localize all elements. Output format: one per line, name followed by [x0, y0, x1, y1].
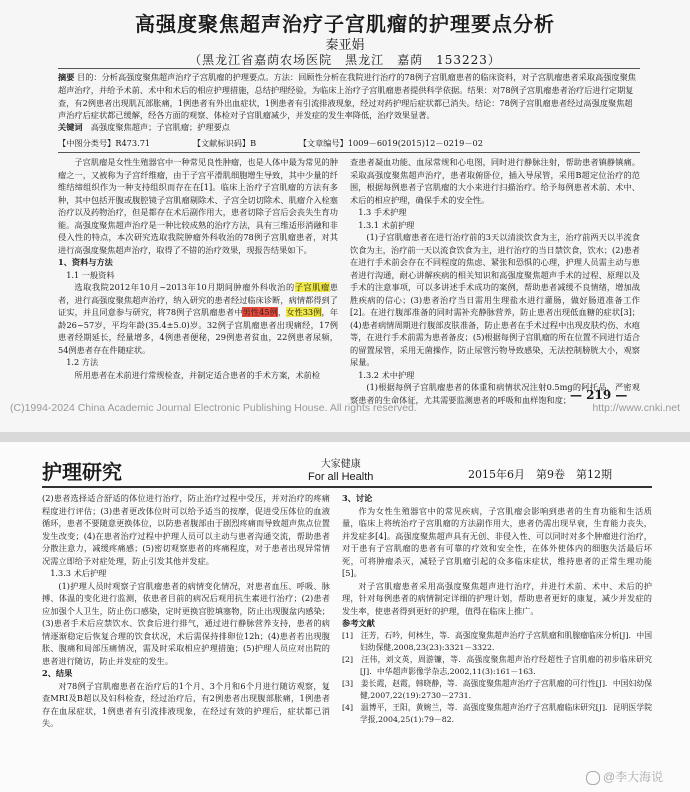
reference-item: [1] 汪芳，石吟，何林生，等．高强度聚焦超声治疗子宫肌瘤和肌腺瘤临床分析[J]．中国妇幼保健,2008,23(23):3321－3322.	[342, 630, 652, 652]
copyright-footer	[10, 402, 680, 414]
references-heading: 参考文献	[342, 618, 375, 628]
intro-paragraph: 子宫肌瘤是女性生殖器官中一种常见良性肿瘤，也是人体中最为常见的肿瘤之一，又被称为子宫纤维瘤，由于子宫平滑肌细胞增生导致，其中少量的纤维结缔组织作为一种支持组织而存在在[1]。临床上治疗子宫肌瘤的方法有多种，其中包括开腹或腹腔镜子宫肌瘤剔除术、子宫全切切除术、肌瘤介入栓塞治疗以及药物治疗，但是都存在术后副作用大，患者切除子宫后会丧失生育功能。高强度聚焦超声治疗是一种比较成熟的治疗方法，具有三维适形消融和非侵入性的特点，本次研究选取我院肿瘤外科收治的78例子宫肌瘤患者，对其进行高强度聚焦超声治疗，取得了不错的治疗效果，现报告结果如下。	[58, 157, 338, 255]
classification-line	[58, 138, 640, 149]
continued-paragraph: (2)患者选择适合舒适的体位进行治疗，防止治疗过程中受压，并对治疗的疼痛程度进行评估；(3)患者更改体位时可以给予适当的按摩，促进受压体位的血液循环，患者不要随意更换体位，以防患者腹部由于剧烈疼痛而导致超声焦点位置发生改变；(4)在患者治疗过程中护理人员可以主动与患者沟通交流，帮助患者分散注意力，减缓疼痛感；(5)密切观察患者的疼痛程度，对于患者出现异常情况需立即给予对症处理，防止引发其他并发症。	[42, 493, 330, 566]
highlight-female-count: 女性33例	[286, 307, 322, 317]
journal-header-rule	[42, 486, 652, 488]
subsection-heading: 1.3.3 术后护理	[50, 568, 107, 578]
highlight-uterine-fibroid: 子宫肌瘤	[294, 282, 330, 292]
abstract-text: 目的：分析高强度聚焦超声治疗子宫肌瘤的护理要点。方法：回顾性分析在我院进行治疗的78例子宫肌瘤患者的临床资料，对子宫肌瘤患者采取高强度聚焦超声治疗，并给予术前、术中和术后的相应护理措施，总结护理经验，为临床上治疗子宫肌瘤患者提供科学依据。结果：对78例子宫肌瘤患者治疗后进行定期复查，有2例患者出现肌瓦部胀痛，1例患者有外出血症状，1例患者有引流排液现象，经过对药护理后症状都已消失。结论：78例子宫肌瘤患者经过高强度聚焦超声治疗后症状都已缓解，经各方面的观察、体检对子宫肌瘤减少，并发症的发生率降低，治疗效果显著。	[58, 72, 636, 121]
watermark-text: @李大海说	[603, 770, 664, 784]
copyright-text: (C)1994-2024 China Academic Journal Electronic Publishing House. All rights reserved.	[10, 402, 417, 414]
issue-info: 2015年6月 第9卷 第12期	[468, 468, 612, 481]
results-paragraph: 对78例子宫肌瘤患者在治疗后的1个月、3个月和6个月进行随访观察，复查MRI及B超以及妇科检查，经过治疗后，有2例患者出现腹部胀痛，1例患者存在血尿症状，1例患者有引流排液现象，在经过有效的护理后，症状都已消失。	[42, 680, 330, 728]
journal-section-title: 护理研究	[42, 460, 122, 484]
keywords-label: 关键词	[58, 122, 83, 132]
subsection-heading: 1.1 一般资料	[66, 269, 115, 280]
section-heading: 1、资料与方法	[58, 257, 113, 267]
abstract	[58, 71, 640, 122]
weibo-icon	[586, 771, 600, 785]
article-title: 高强度聚焦超声治疗子宫肌瘤的护理要点分析	[135, 12, 555, 36]
intraop-care-paragraph: (1)根据每例子宫肌瘤患者的体重和病情状况注射0.5mg的阿托品，严密观察患者的生命体征，尤其需要监测患者的呼吸和血样饱和度；	[350, 382, 640, 405]
highlight-male-count: 男性45例	[242, 307, 278, 317]
postop-care-paragraph: (1)护理人员时观察子宫肌瘤患者的病情变化情况，对患者血压、呼吸、脉搏、体温的变化进行监测，依患者目前的病况后观用抗生素进行治疗；(2)患者应加强个人卫生，防止伤口感染，定时更换宫腔填塞物，防止出现腹盆内感染；(3)患者手术后应禁饮水、饮食后进行排气，通过进行静脉营养支持，患者的病情逐渐稳定后恢复合理的饮食状况，术后需保持排卵位12h；(4)患者若出现腹胀、腹痛和局部压痛情况，需及时采取相应护理措施；(5)护理人员应对出院的患者进行随访，防止并发症的发生。	[42, 580, 330, 666]
section-heading: 3、讨论	[342, 493, 373, 503]
page-number: — 219 —	[570, 388, 628, 402]
abstract-label: 摘要	[58, 72, 75, 82]
left-column-p2	[42, 492, 330, 730]
abstract-divider	[58, 152, 640, 153]
right-column	[350, 156, 640, 406]
keywords	[58, 122, 640, 133]
journal-name-en: For all Health	[308, 471, 374, 483]
journal-name-cn: 大家健康	[320, 459, 361, 470]
article-id: 【文章编号】1009－6019(2015)12－0219－02	[298, 138, 483, 148]
general-info-paragraph: 选取我院2012年10月~2013年10月期间肿瘤外科收治的子宫肌瘤患者，进行高强度聚焦超声治疗，纳入研究的患者经过临床诊断，病情都得到了证实，并且同意参与研究，将78例子宫肌瘤患者中男性45例，女性33例，年龄26~57岁，平均年龄(35.4±5.0)岁。32例子宫肌瘤患者出现痛经，17例患者经期延长，经量增多，4例患者便秘，29例患者贫血，22例患者尿频，54例患者存在件随症状。	[58, 282, 339, 355]
conclusion-paragraph: 对子宫肌瘤患者采用高强度聚焦超声进行治疗，并进行术前、术中、术后的护理，针对每例患者的病情制定详细的护理计划，帮助患者更好的康复，减少并发症的发生率，使患者得到更好的护理，值得在临床上推广。	[342, 580, 652, 616]
watermark	[586, 768, 663, 785]
header-divider	[58, 68, 640, 69]
subsection-heading: 1.3.1 术前护理	[358, 219, 415, 230]
reference-item: [3] 姜长霞，赵霞，韩晓静，等．高强度聚焦超声治疗子宫肌瘤的可行性[J]．中国妇幼保健,2007,22(19):2730－2731.	[342, 678, 652, 700]
method-paragraph: 所用患者在术前进行常规检查，并制定适合患者的手术方案，术前检	[74, 369, 321, 380]
article-page-2	[0, 442, 690, 792]
subsection-heading: 1.2 方法	[66, 357, 99, 367]
document-code: 【文献标识码】B	[192, 138, 257, 148]
reference-item: [2] 汪伟，刘文英，周游镰，等．高强度聚焦超声治疗经超性子宫肌瘤的初步临床研究[J]．中华超声影像学杂志,2002,11(3):161－163.	[342, 654, 652, 676]
author-affiliation: （黑龙江省嘉荫农场医院 黑龙江 嘉荫 153223）	[189, 53, 501, 67]
continued-paragraph: 查患者凝血功能、血尿常规和心电图，同时进行静脉注射，帮助患者镇静镇痛。采取高强度聚焦超声治疗，患者取俯卧位，插入导尿管，采用B超定位治疗的范围，根据每例患者子宫肌瘤的大小来进行扫描治疗。给予每例患者术前、术中、术后的相应护理，确保手术的安全性。	[350, 157, 640, 205]
right-column-p2	[342, 492, 652, 726]
reference-item: [4] 温博平，王阳，黄婉兰，等．高强度聚焦超声治疗子宫肌瘤临床研究[J]．昆明医学院学报,2004,25(1):79－82.	[342, 702, 652, 724]
author-name: 秦亚娟	[325, 38, 365, 53]
preop-care-paragraph: (1)子宫肌瘤患者在进行治疗前的3天以清淡饮食为主，治疗前两天以半流食饮食为主，治疗前一天以流食饮食为主，进行治疗的当日禁饮食，饮水；(2)患者在进行手术前会存在不同程度的焦虑、紧张和恐惧的心理，护理人员需主动与患者进行沟通，耐心讲解疾病的相关知识和高强度聚焦超声手术的过程、原理以及手术的注意事项，可以多讲述手术成功的案例，帮助患者减缓不良情绪，增加战胜疾病的信心；(3)患者治疗当日需用生理盐水进行灌肠，做好肠道准备工作[2]。在进行腹部准备的同时需补充静脉营养，防止患者出现低血糖的症状[3]；(4)患者病情周期进行腹部皮肤准备，防止患者在手术过程中出现皮肤灼伤、水疱等，在进行手术前需为患者备皮；(5)根据每例子宫肌瘤的所在位置不同进行适合的留置尿管，采用无菌操作，防止尿管污物导致感染，无法控制膀胱大小，观察尿量。	[350, 232, 640, 367]
reference-list	[342, 630, 652, 726]
left-column	[58, 156, 338, 381]
keywords-text: 高强度聚焦超声；子宫肌瘤；护理要点	[90, 122, 230, 132]
clc-number: 【中图分类号】R473.71	[58, 138, 151, 148]
cnki-link[interactable]: http://www.cnki.net	[592, 402, 680, 414]
journal-name	[308, 458, 373, 484]
subsection-heading: 1.3.2 术中护理	[358, 369, 415, 380]
page-gap	[0, 432, 690, 442]
section-heading: 2、结果	[42, 668, 73, 678]
discussion-paragraph: 作为女性生殖器官中的常见疾病，子宫肌瘤会影响到患者的生育功能和生活质量，临床上将统治疗子宫肌瘤的方法副作用大，患者仍需出现早衰，生育能力丧失，并发症多[4]。高强度聚焦超声具有无创、非侵入性、可以同时对多个肿瘤进行治疗，对于患有子宫肌瘤的患者有可靠的疗效和安全性，在体外使体内的细胞失活最后坏死，可将肿瘤杀灭，减轻子宫肌瘤引起的众多临床症状，维持患者的正常生理功能[5]。	[342, 505, 652, 578]
subsection-heading: 1.3 手术护理	[358, 207, 407, 217]
